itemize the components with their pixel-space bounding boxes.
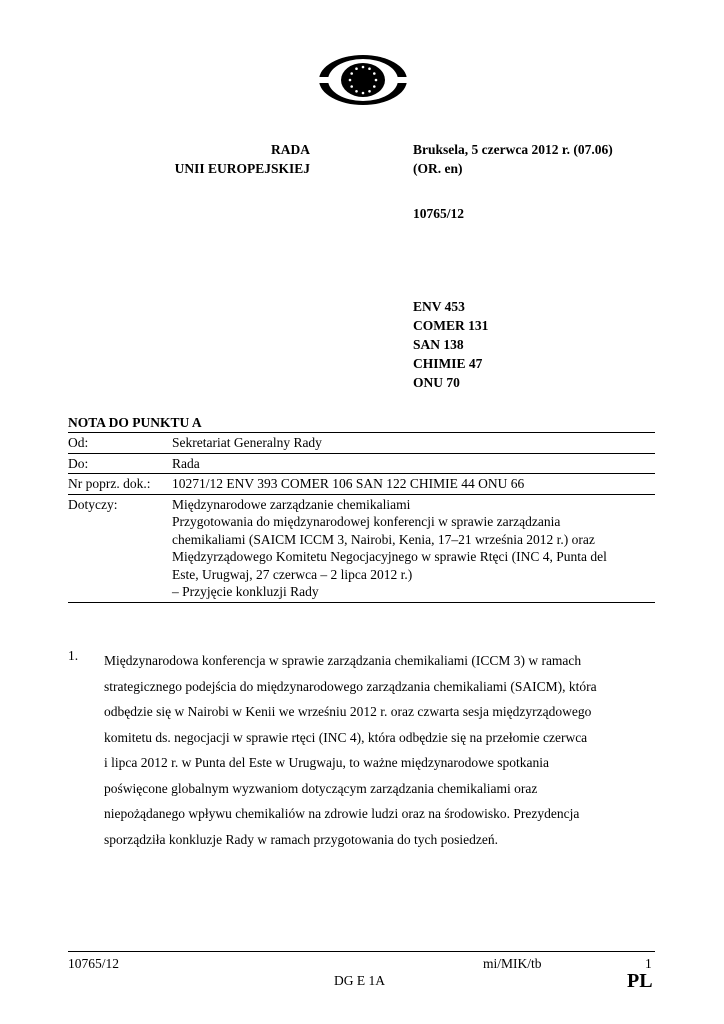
paragraph-line: poświęcone globalnym wyzwaniom dotyczącym zarządzania chemikaliami oraz (104, 780, 538, 796)
footer-reference: mi/MIK/tb (483, 956, 542, 971)
meta-label: Od: (68, 435, 89, 450)
doc-codes (413, 297, 488, 392)
paragraph-line: niepożądanego wpływu chemikaliów na zdrowie ludzi oraz na środowisko. Prezydencja (104, 806, 580, 821)
paragraph-line: Międzynarodowa konferencja w sprawie zarządzania chemikaliami (ICCM 3) w ramach (104, 653, 582, 668)
council-line-2: UNII EUROPEJSKIEJ (174, 161, 310, 176)
subject-line: chemikaliami (SAICM ICCM 3, Nairobi, Kenia, 17–21 września 2012 r.) oraz (172, 531, 595, 547)
doc-code: SAN 138 (413, 337, 464, 352)
footer-page-number: 1 (645, 956, 652, 971)
doc-code: COMER 131 (413, 318, 489, 333)
subject-line: – Przyjęcie konkluzji Rady (172, 584, 319, 599)
meta-row-from (68, 432, 655, 453)
footer-dg: DG E 1A (334, 973, 385, 988)
meta-label: Do: (68, 455, 89, 471)
subject-line: Międzynarodowe zarządzanie chemikaliami (172, 496, 411, 512)
eu-council-emblem-icon (318, 54, 408, 106)
place-date (413, 140, 693, 178)
paragraph-line: strategicznego podejścia do międzynarodowego zarządzania chemikaliami (SAICM), która (104, 678, 597, 694)
footer-divider (68, 951, 655, 952)
meta-value: Rada (172, 455, 200, 471)
paragraph-line: sporządziła konkluzje Rady w ramach przygotowania do tych posiedzeń. (104, 831, 498, 847)
doc-code: ENV 453 (413, 299, 465, 314)
council-name (50, 140, 310, 178)
council-line-1: RADA (271, 142, 310, 157)
paragraph-line: i lipca 2012 r. w Punta del Este w Urugwaju, to ważne międzynarodowe spotkania (104, 755, 550, 770)
paragraph-text (104, 648, 664, 852)
meta-label: Dotyczy: (68, 496, 118, 512)
meta-row-prev-doc (68, 473, 655, 494)
paragraph-line: komitetu ds. negocjacji w sprawie rtęci (INC 4), która odbędzie się na przełomie czerwca (104, 729, 588, 745)
doc-code: CHIMIE 47 (413, 356, 483, 371)
meta-row-to (68, 453, 655, 474)
meta-row-subject (68, 494, 655, 603)
subject-line: Este, Urugwaj, 27 czerwca – 2 lipca 2012 r.) (172, 566, 413, 582)
meta-label: Nr poprz. dok.: (68, 476, 151, 491)
paragraph-number: 1. (68, 648, 79, 663)
subject-line: Międzyrządowego Komitetu Negocjacyjnego w sprawie Rtęci (INC 4, Punta del (172, 549, 607, 564)
note-title: NOTA DO PUNKTU A (68, 415, 202, 430)
footer-language: PL (627, 970, 653, 992)
doc-code: ONU 70 (413, 375, 460, 390)
subject-line: Przygotowania do międzynarodowej konferencji w sprawie zarządzania (172, 514, 561, 529)
meta-value: 10271/12 ENV 393 COMER 106 SAN 122 CHIMIE 44 ONU 66 (172, 476, 525, 491)
note-metadata-table (68, 432, 655, 603)
footer-doc-number: 10765/12 (68, 956, 120, 971)
doc-number: 10765/12 (413, 206, 465, 221)
meta-value (172, 495, 655, 602)
meta-value: Sekretariat Generalny Rady (172, 435, 322, 450)
place-date-line-1: Bruksela, 5 czerwca 2012 r. (07.06) (413, 142, 613, 157)
place-date-line-2: (OR. en) (413, 161, 463, 176)
paragraph-line: odbędzie się w Nairobi w Kenii we wrześniu 2012 r. oraz czwarta sesja międzyrządowego (104, 704, 592, 719)
